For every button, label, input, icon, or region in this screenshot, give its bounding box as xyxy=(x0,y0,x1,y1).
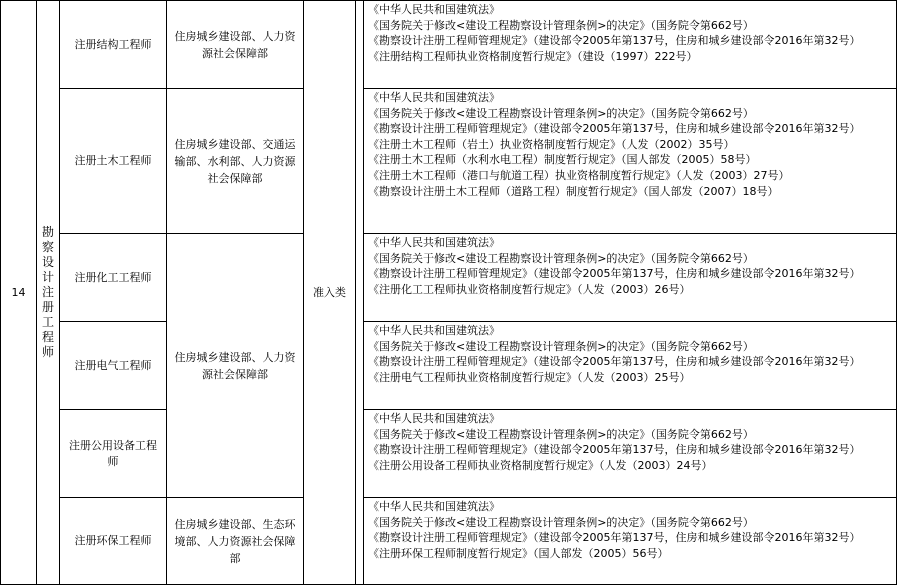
law-item: 《国务院关于修改<建设工程勘察设计管理条例>的决定》（国务院令第662号） xyxy=(368,106,754,120)
law-item: 《注册环保工程师制度暂行规定》（国人部发（2005）56号） xyxy=(368,546,669,560)
row-number-cell xyxy=(1,1,37,585)
table-row xyxy=(1,322,897,410)
law-cell xyxy=(364,1,897,89)
qualification-name: 注册公用设备工程师 xyxy=(69,438,157,468)
law-item: 《注册土木工程师（港口与航道工程）执业资格制度暂行规定》（人发（2003）27号） xyxy=(368,168,790,182)
law-cell xyxy=(364,410,897,498)
department-cell xyxy=(167,89,304,234)
qualification-name: 注册环保工程师 xyxy=(74,534,152,547)
law-item: 《国务院关于修改<建设工程勘察设计管理条例>的决定》（国务院令第662号） xyxy=(368,251,754,265)
law-item: 《国务院关于修改<建设工程勘察设计管理条例>的决定》（国务院令第662号） xyxy=(368,339,754,353)
law-item: 《中华人民共和国建筑法》 xyxy=(368,236,500,249)
category-label: 勘察设计注册工程师 xyxy=(41,225,54,359)
department-text: 住房城乡建设部、人力资源社会保障部 xyxy=(174,29,296,60)
name-cell xyxy=(60,234,167,322)
table-row xyxy=(1,498,897,585)
law-item: 《国务院关于修改<建设工程勘察设计管理条例>的决定》（国务院令第662号） xyxy=(368,427,754,441)
name-cell xyxy=(60,322,167,410)
name-cell xyxy=(60,498,167,585)
qualification-name: 注册化工工程师 xyxy=(74,270,152,284)
row-number: 14 xyxy=(11,285,26,299)
table-row xyxy=(1,234,897,322)
law-cell xyxy=(364,498,897,585)
law-item: 《勘察设计注册土木工程师（道路工程）制度暂行规定》（国人部发（2007）18号） xyxy=(368,184,779,198)
law-item: 《中华人民共和国建筑法》 xyxy=(368,3,500,16)
law-cell xyxy=(364,89,897,234)
department-cell xyxy=(167,1,304,89)
category-cell xyxy=(37,1,60,585)
name-cell xyxy=(60,1,167,89)
department-cell-merged xyxy=(167,234,304,498)
law-item: 《注册土木工程师（岩土）执业资格制度暂行规定》（人发（2002）35号） xyxy=(368,137,735,151)
law-item: 《勘察设计注册工程师管理规定》（建设部令2005年第137号，住房和城乡建设部令2016年第32号） xyxy=(368,531,861,545)
law-item: 《中华人民共和国建筑法》 xyxy=(368,412,500,425)
law-item: 《勘察设计注册工程师管理规定》（建设部令2005年第137号，住房和城乡建设部令2016年第32号） xyxy=(368,443,861,457)
law-item: 《勘察设计注册工程师管理规定》（建设部令2005年第137号，住房和城乡建设部令2016年第32号） xyxy=(368,34,861,48)
department-cell xyxy=(167,498,304,585)
law-item: 《勘察设计注册工程师管理规定》（建设部令2005年第137号，住房和城乡建设部令2016年第32号） xyxy=(368,355,861,369)
law-item: 《勘察设计注册工程师管理规定》（建设部令2005年第137号，住房和城乡建设部令2016年第32号） xyxy=(368,122,861,136)
law-item: 《注册电气工程师执业资格制度暂行规定》（人发（2003）25号） xyxy=(368,370,691,384)
name-cell xyxy=(60,410,167,498)
table-row xyxy=(1,410,897,498)
name-cell xyxy=(60,89,167,234)
department-text: 住房城乡建设部、人力资源社会保障部 xyxy=(174,350,296,381)
law-item: 《注册化工工程师执业资格制度暂行规定》（人发（2003）26号） xyxy=(368,282,691,296)
entry-type-label: 准入类 xyxy=(313,285,346,299)
law-item: 《国务院关于修改<建设工程勘察设计管理条例>的决定》（国务院令第662号） xyxy=(368,18,754,32)
law-item: 《注册土木工程师（水利水电工程）制度暂行规定》（国人部发（2005）58号） xyxy=(368,153,757,167)
law-item: 《注册结构工程师执业资格制度暂行规定》（建设（1997）222号） xyxy=(368,49,698,63)
spacer-cell xyxy=(356,1,364,585)
table-row xyxy=(1,1,897,89)
table-row xyxy=(1,89,897,234)
qualification-name: 注册电气工程师 xyxy=(74,358,152,372)
law-cell xyxy=(364,322,897,410)
law-item: 《国务院关于修改<建设工程勘察设计管理条例>的决定》（国务院令第662号） xyxy=(368,515,754,529)
qualification-name: 注册结构工程师 xyxy=(74,37,152,51)
law-item: 《勘察设计注册工程师管理规定》（建设部令2005年第137号，住房和城乡建设部令2016年第32号） xyxy=(368,267,861,281)
department-text: 住房城乡建设部、交通运输部、水利部、人力资源社会保障部 xyxy=(174,137,296,185)
law-item: 《注册公用设备工程师执业资格制度暂行规定》（人发（2003）24号） xyxy=(368,458,713,472)
law-item: 《中华人民共和国建筑法》 xyxy=(368,91,500,104)
qualification-name: 注册土木工程师 xyxy=(74,154,152,167)
law-item: 《中华人民共和国建筑法》 xyxy=(368,324,500,337)
law-cell xyxy=(364,234,897,322)
department-text: 住房城乡建设部、生态环境部、人力资源社会保障部 xyxy=(174,517,296,565)
entry-type-cell xyxy=(304,1,356,585)
law-item: 《中华人民共和国建筑法》 xyxy=(368,500,500,513)
